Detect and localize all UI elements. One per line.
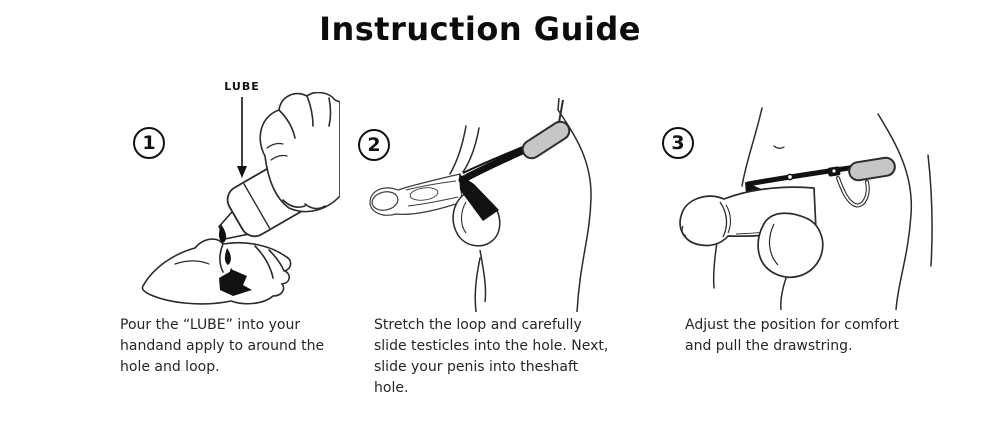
step-1-illustration	[115, 92, 340, 310]
scrotum-icon	[758, 213, 823, 277]
pointer-arrow-icon	[237, 97, 247, 178]
open-palm-icon	[142, 239, 290, 304]
step-3-caption	[685, 315, 899, 357]
step-2-illustration	[362, 98, 630, 312]
caption-line: Pour the “LUBE” into your	[120, 317, 301, 333]
caption-line: slide testicles into the hole. Next,	[374, 338, 609, 354]
page-title: Instruction Guide	[319, 10, 641, 48]
step-2-number: 2	[367, 134, 381, 156]
caption-line: Stretch the loop and carefully	[374, 317, 582, 333]
strap-icon	[459, 100, 563, 221]
caption-line: and pull the drawstring.	[685, 338, 853, 354]
caption-line: hole.	[374, 380, 409, 396]
step-2-caption	[374, 315, 608, 399]
caption-line: handand apply to around the	[120, 338, 325, 354]
step-3-number: 3	[671, 132, 685, 154]
step-1-caption	[120, 315, 324, 378]
caption-line: Adjust the position for comfort	[685, 317, 899, 333]
caption-line: hole and loop.	[120, 359, 220, 375]
caption-line: slide your penis into theshaft	[374, 359, 579, 375]
lube-annotation-label: LUBE	[224, 80, 260, 93]
step-1-number: 1	[142, 132, 156, 154]
pad-icon	[848, 157, 896, 182]
penis-outline-icon	[370, 174, 462, 215]
step-3-illustration	[662, 100, 934, 310]
pad-icon	[519, 118, 572, 161]
drawstring-icon	[838, 178, 868, 205]
